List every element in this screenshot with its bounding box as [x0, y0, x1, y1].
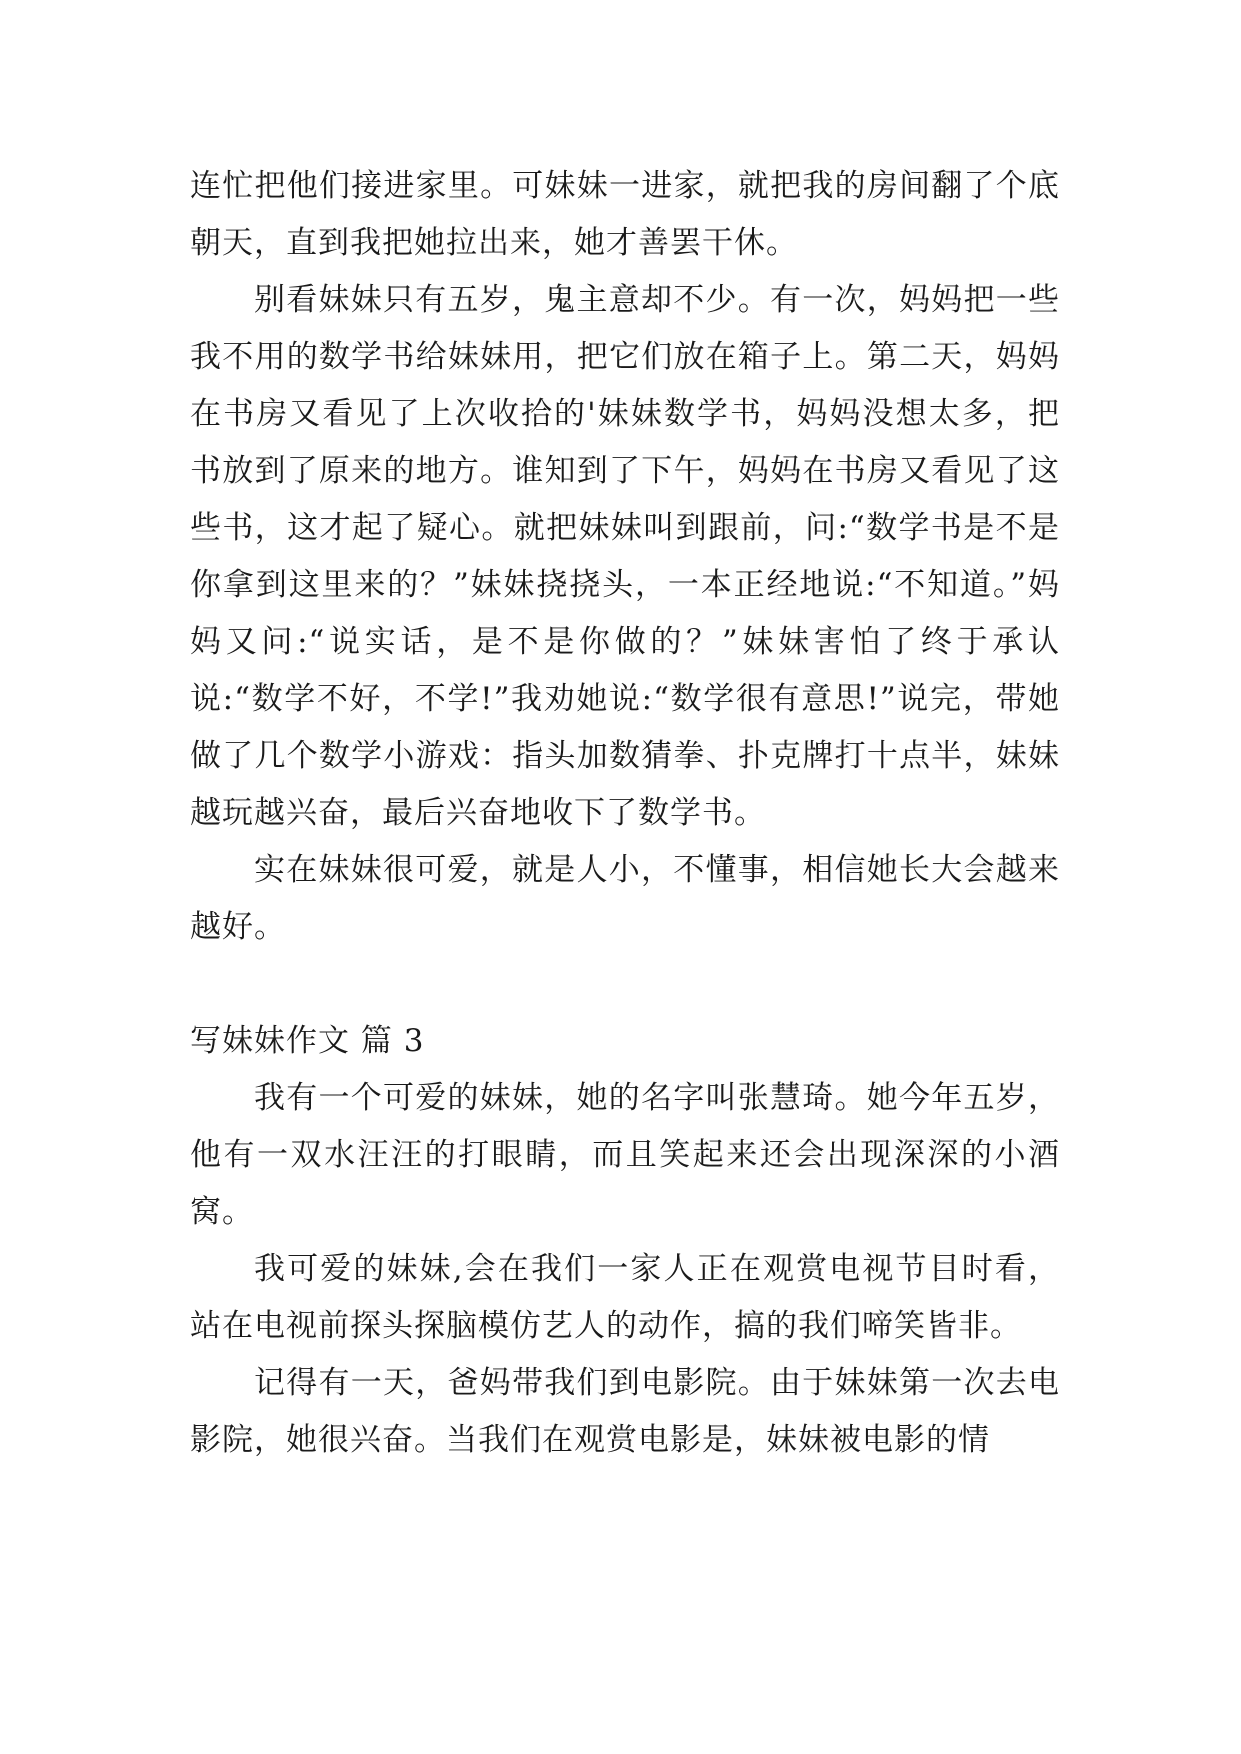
paragraph-2: 别看妹妹只有五岁，鬼主意却不少。有一次，妈妈把一些我不用的数学书给妹妹用，把它们放在箱子上。第二天，妈妈在书房又看见了上次收拾的'妹妹数学书，妈妈没想太多，把书放到了原来的地方。谁知到了下午，妈妈在书房又看见了这些书，这才起了疑心。就把妹妹叫到跟前，问:“数学书是不是你拿到这里来的？”妹妹挠挠头，一本正经地说:“不知道。”妈妈又问:“说实话，是不是你做的？”妹妹害怕了终于承认说:“数学不好，不学!”我劝她说:“数学很有意思!”说完，带她做了几个数学小游戏：指头加数猜拳、扑克牌打十点半，妹妹越玩越兴奋，最后兴奋地收下了数学书。 [190, 282, 1060, 831]
paragraph-3: 实在妹妹很可爱，就是人小，不懂事，相信她长大会越来越好。 [190, 852, 1060, 945]
paragraph-6: 记得有一天，爸妈带我们到电影院。由于妹妹第一次去电影院，她很兴奋。当我们在观赏电影是，妹妹被电影的情 [190, 1365, 1060, 1458]
paragraph-4: 我有一个可爱的妹妹，她的名字叫张慧琦。她今年五岁，他有一双水汪汪的打眼睛，而且笑起来还会出现深深的小酒窝。 [190, 1080, 1060, 1230]
paragraph-1: 连忙把他们接进家里。可妹妹一进家，就把我的房间翻了个底朝天，直到我把她拉出来，她才善罢干休。 [190, 168, 1060, 261]
section-heading: 写妹妹作文 篇 3 [190, 1023, 425, 1059]
paragraph-5: 我可爱的妹妹,会在我们一家人正在观赏电视节目时看，站在电视前探头探脑模仿艺人的动作，搞的我们啼笑皆非。 [190, 1251, 1060, 1344]
document-body [190, 158, 1060, 1469]
